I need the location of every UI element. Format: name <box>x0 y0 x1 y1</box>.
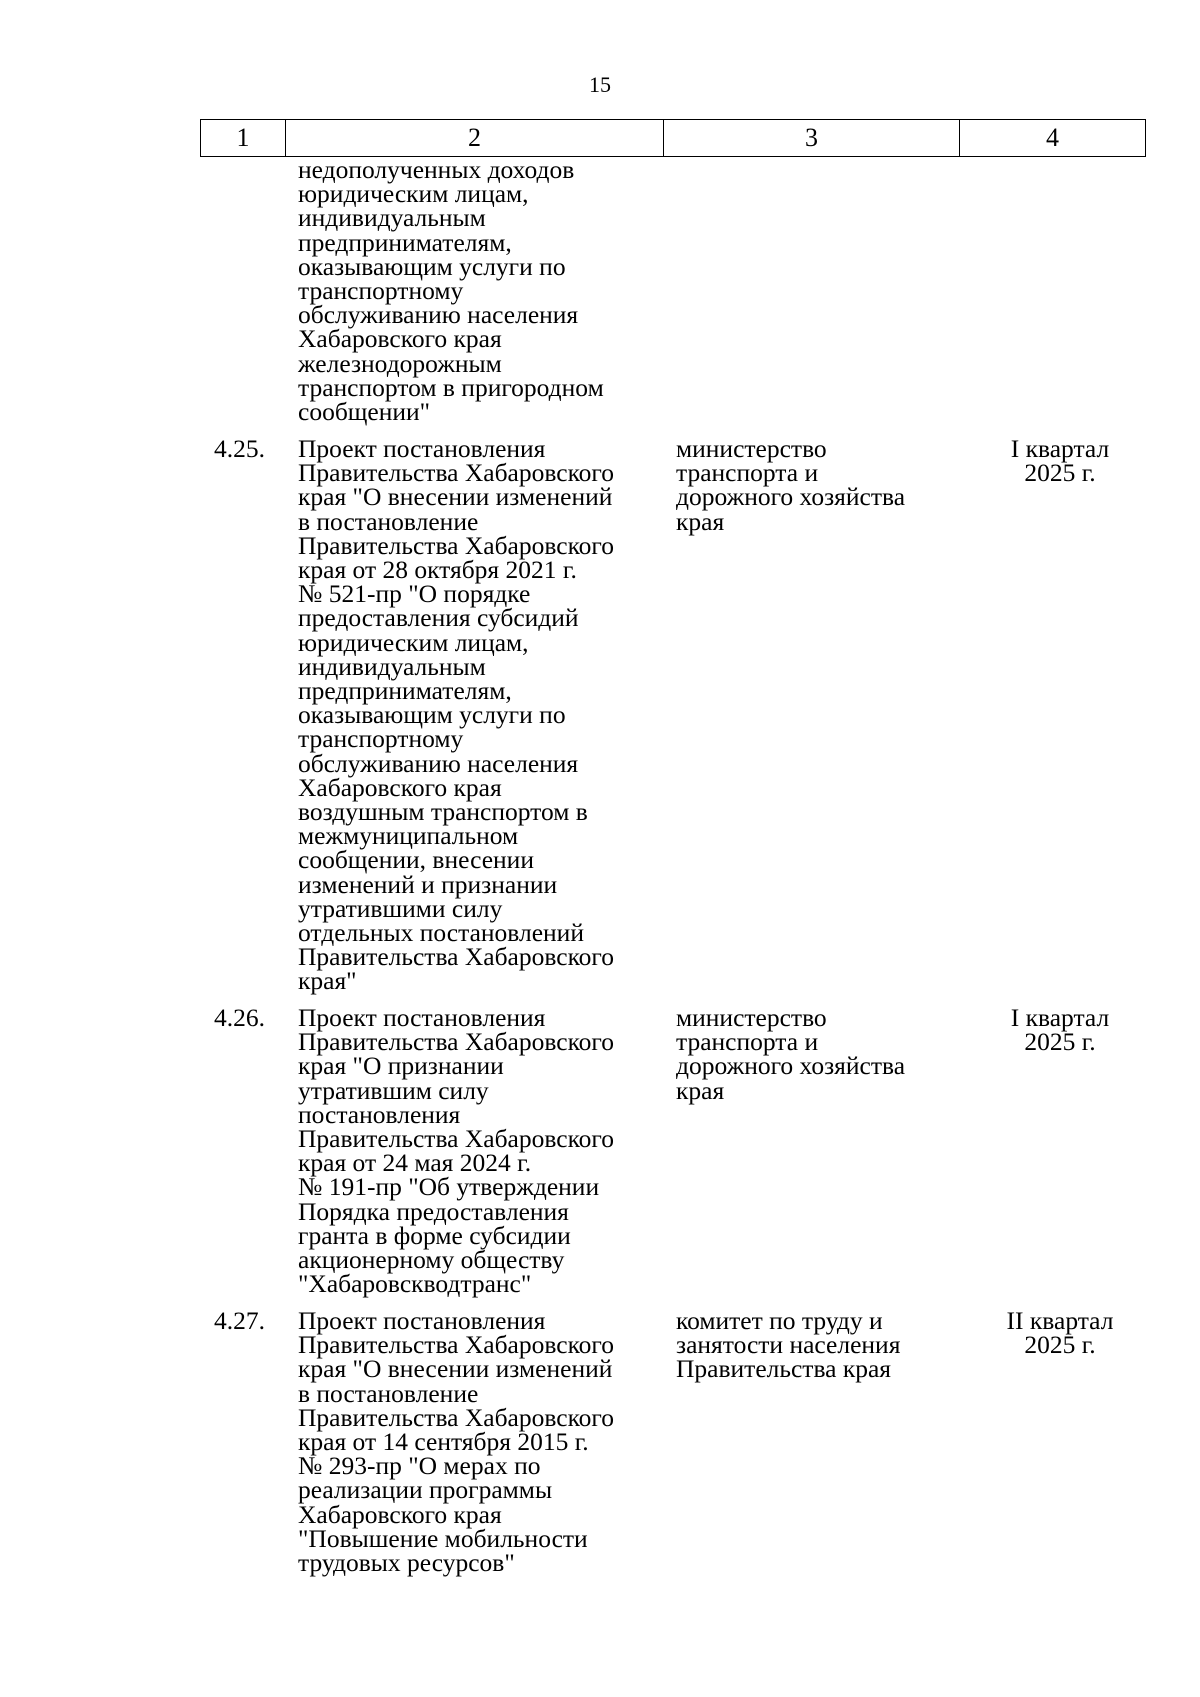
text-line: края" <box>298 966 357 996</box>
text-line: Правительства Хабаровского <box>298 1402 614 1432</box>
text-line: транспортному <box>298 276 464 306</box>
text-line: трудовых ресурсов" <box>298 1548 515 1578</box>
column-header-1: 1 <box>201 120 286 157</box>
row-deadline <box>985 1003 1135 1057</box>
text-line: Хабаровского края <box>298 324 502 354</box>
text-line: Правительства Хабаровского <box>298 1330 614 1360</box>
row-responsible <box>676 1003 976 1105</box>
row-title <box>298 434 670 996</box>
text-line: края от 28 октября 2021 г. <box>298 555 577 585</box>
row-title <box>298 1306 670 1578</box>
text-line: транспорта и <box>676 458 819 488</box>
text-line: изменений и признании <box>298 869 558 899</box>
text-line: юридическим лицам, <box>298 179 529 209</box>
text-line: в постановление <box>298 1378 479 1408</box>
text-line: № 521-пр "О порядке <box>298 579 531 609</box>
text-line: юридическим лицам, <box>298 627 529 657</box>
row-number: 4.27. <box>214 1306 265 1335</box>
text-line: края "О внесении изменений <box>298 1354 613 1384</box>
text-line: министерство <box>676 434 827 463</box>
text-line: предоставления субсидий <box>298 603 579 633</box>
text-line: министерство <box>676 1003 827 1032</box>
row-title <box>298 1003 670 1299</box>
text-line: недополученных доходов <box>298 155 575 184</box>
row-deadline <box>985 434 1135 488</box>
text-line: занятости населения <box>676 1330 901 1360</box>
text-line: края от 14 сентября 2015 г. <box>298 1427 589 1457</box>
text-line: дорожного хозяйства <box>676 1051 906 1081</box>
column-header-4: 4 <box>960 120 1146 157</box>
text-line: Проект постановления <box>298 1306 546 1335</box>
text-line: обслуживанию населения <box>298 300 579 330</box>
text-line: обслуживанию населения <box>298 748 579 778</box>
row-number: 4.26. <box>214 1003 265 1032</box>
text-line: Правительства Хабаровского <box>298 1027 614 1057</box>
text-line: I квартал <box>1010 1003 1110 1032</box>
row-responsible <box>676 1306 976 1384</box>
row-deadline <box>985 1306 1135 1360</box>
text-line: транспортом в пригородном <box>298 372 604 402</box>
text-line: Хабаровского края <box>298 772 502 802</box>
text-line: края <box>676 506 725 536</box>
page-number: 15 <box>589 72 611 97</box>
text-line: края от 24 мая 2024 г. <box>298 1148 532 1178</box>
text-line: индивидуальным <box>298 651 486 681</box>
text-line: 2025 г. <box>1024 1027 1096 1057</box>
text-line: дорожного хозяйства <box>676 482 906 512</box>
column-header-2: 2 <box>286 120 664 157</box>
text-line: межмуниципальном <box>298 821 519 851</box>
text-line: оказывающим услуги по <box>298 700 566 730</box>
text-line: акционерному обществу <box>298 1245 565 1275</box>
text-line: железнодорожным <box>298 348 502 378</box>
text-line: индивидуальным <box>298 203 486 233</box>
text-line: в постановление <box>298 506 479 536</box>
text-line: сообщении" <box>298 397 431 427</box>
text-line: № 191-пр "Об утверждении <box>298 1172 600 1202</box>
text-line: Проект постановления <box>298 1003 546 1032</box>
text-line: II квартал <box>1006 1306 1114 1335</box>
text-line: предпринимателям, <box>298 676 512 706</box>
text-line: утратившими силу <box>298 893 503 923</box>
text-line: Правительства Хабаровского <box>298 458 614 488</box>
text-line: "Хабаровскводтранс" <box>298 1269 532 1299</box>
text-line: воздушным транспортом в <box>298 797 588 827</box>
text-line: транспорта и <box>676 1027 819 1057</box>
row-number: 4.25. <box>214 434 265 463</box>
text-line: края <box>676 1075 725 1105</box>
text-line: 2025 г. <box>1024 1330 1096 1360</box>
text-line: оказывающим услуги по <box>298 251 566 281</box>
text-line: утратившим силу <box>298 1075 489 1105</box>
text-line: постановления <box>298 1099 461 1129</box>
text-line: Правительства Хабаровского <box>298 942 614 972</box>
text-line: реализации программы <box>298 1475 553 1505</box>
text-line: "Повышение мобильности <box>298 1523 588 1553</box>
text-line: комитет по труду и <box>676 1306 883 1335</box>
text-line: сообщении, внесении <box>298 845 534 875</box>
text-line: отдельных постановлений <box>298 918 584 948</box>
text-line: гранта в форме субсидии <box>298 1220 571 1250</box>
text-line: Порядка предоставления <box>298 1196 569 1226</box>
text-line: Правительства края <box>676 1354 892 1384</box>
continuation-text <box>298 155 670 427</box>
text-line: предпринимателям, <box>298 227 512 257</box>
column-header-3: 3 <box>664 120 960 157</box>
text-line: Проект постановления <box>298 434 546 463</box>
text-line: транспортному <box>298 724 464 754</box>
text-line: Правительства Хабаровского <box>298 530 614 560</box>
text-line: № 293-пр "О мерах по <box>298 1451 541 1481</box>
text-line: Хабаровского края <box>298 1499 502 1529</box>
text-line: I квартал <box>1010 434 1110 463</box>
row-responsible <box>676 434 976 536</box>
text-line: края "О внесении изменений <box>298 482 613 512</box>
text-line: 2025 г. <box>1024 458 1096 488</box>
table-header <box>200 119 1146 157</box>
text-line: края "О признании <box>298 1051 504 1081</box>
text-line: Правительства Хабаровского <box>298 1124 614 1154</box>
